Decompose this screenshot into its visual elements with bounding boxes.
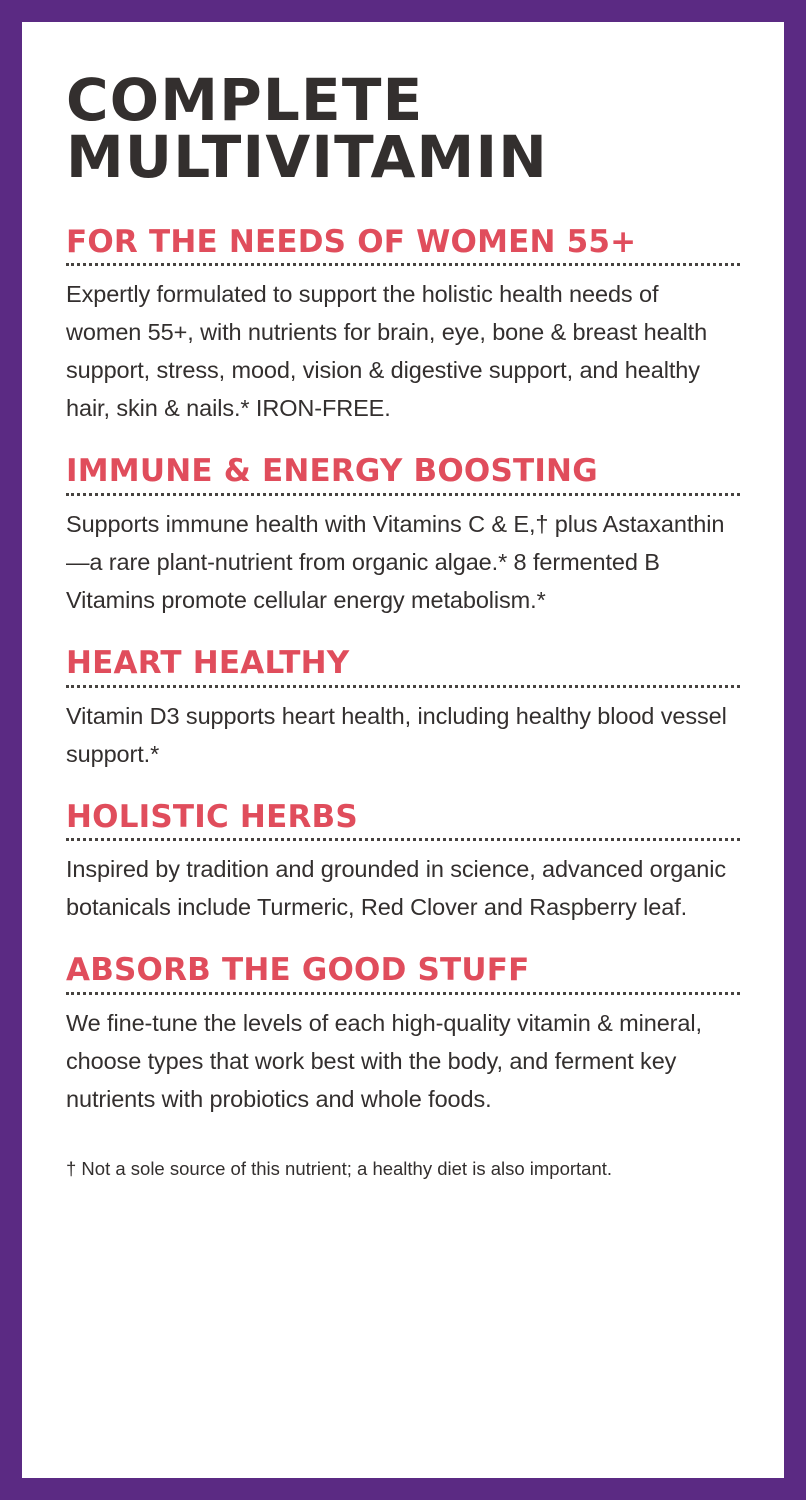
section-holistic-herbs bbox=[66, 798, 740, 927]
section-heading: HEART HEALTHY bbox=[66, 645, 350, 682]
section-heading: FOR THE NEEDS OF WOMEN 55+ bbox=[66, 223, 637, 260]
dotted-divider bbox=[66, 263, 740, 266]
section-body: We fine-tune the levels of each high-quality vitamin & mineral, choose types that work best with the body, and ferment key nutrients with probiotics and whole foods. bbox=[66, 1009, 702, 1112]
section-women-55 bbox=[66, 223, 740, 428]
section-heart-healthy bbox=[66, 647, 740, 773]
section-heading: IMMUNE & ENERGY BOOSTING bbox=[66, 453, 598, 490]
footnote-text: † Not a sole source of this nutrient; a healthy diet is also important. bbox=[66, 1157, 613, 1179]
section-body: Inspired by tradition and grounded in science, advanced organic botanicals include Turmeric, Red Clover and Raspberry leaf. bbox=[66, 856, 726, 921]
product-title-line-2: MULTIVITAMIN bbox=[66, 122, 548, 191]
dotted-divider bbox=[66, 838, 740, 841]
product-title-line-1: COMPLETE bbox=[66, 66, 424, 134]
dotted-divider bbox=[66, 493, 740, 496]
page-title bbox=[66, 66, 740, 191]
section-immune-energy bbox=[66, 455, 740, 619]
section-body: Expertly formulated to support the holistic health needs of women 55+, with nutrients for brain, eye, bone & breast health support, stress, mood, vision & digestive support, and healthy hair, skin & nails.* IRON-FREE. bbox=[66, 281, 708, 422]
section-absorb-good-stuff bbox=[66, 954, 740, 1118]
section-body: Vitamin D3 supports heart health, including healthy blood vessel support.* bbox=[66, 702, 727, 767]
label-content bbox=[22, 22, 784, 1478]
section-heading: HOLISTIC HERBS bbox=[66, 798, 358, 835]
section-body: Supports immune health with Vitamins C & E,† plus Astaxanthin—a rare plant-nutrient from organic algae.* 8 fermented B Vitamins promote cellular energy metabolism.* bbox=[66, 510, 725, 613]
dotted-divider bbox=[66, 992, 740, 995]
dotted-divider bbox=[66, 685, 740, 688]
section-heading: ABSORB THE GOOD STUFF bbox=[66, 952, 530, 989]
